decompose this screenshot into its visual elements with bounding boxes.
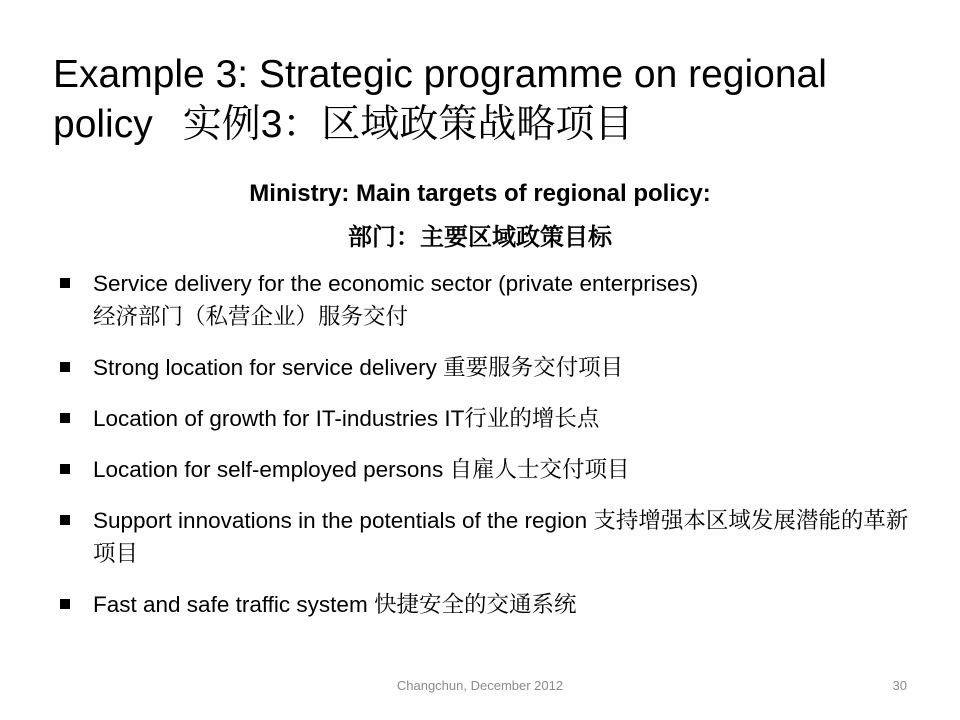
list-item-text-en: Location for self-employed persons [93,457,444,482]
list-item [60,504,920,570]
list-item-text-en: Support innovations in the potentials of the region [93,508,588,533]
square-bullet-icon [60,362,70,372]
list-item [60,402,920,435]
slide-title-cn: 实例3：区域政策战略项目 [182,103,634,146]
list-item [60,588,920,621]
square-bullet-icon [60,278,70,288]
list-item-text-en: Strong location for service delivery [93,355,437,380]
footer-place-date: Changchun, December 2012 [396,678,564,693]
square-bullet-icon [60,515,70,525]
section-heading-en: Ministry: Main targets of regional policy: [249,180,711,207]
page-number: 30 [892,678,907,693]
target-list [60,267,920,639]
list-item-text-en: Location of growth for IT-industries [93,406,445,431]
list-item-text-cn: IT行业的增长点 [444,406,600,431]
list-item-text-cn: 快捷安全的交通系统 [373,592,577,617]
list-item-text-cn: 支持增强本区域发展潜能的革新项目 [93,508,909,566]
list-item-text-cn: 自雇人士交付项目 [449,457,630,482]
list-item-text-cn: 重要服务交付项目 [443,355,624,380]
list-item-text-en: Fast and safe traffic system [93,592,368,617]
list-item [60,351,920,384]
list-item-text-en: Service delivery for the economic sector (private enterprises) [93,271,699,296]
slide-title-en: Example 3: Strategic programme on regional policy [53,53,827,146]
square-bullet-icon [60,599,70,609]
list-item [60,267,920,333]
slide-title [53,50,913,150]
square-bullet-icon [60,464,70,474]
section-heading-cn: 部门：主要区域政策目标 [348,224,612,251]
list-item [60,453,920,486]
list-item-text-cn: 经济部门（私营企业）服务交付 [93,304,409,329]
square-bullet-icon [60,413,70,423]
